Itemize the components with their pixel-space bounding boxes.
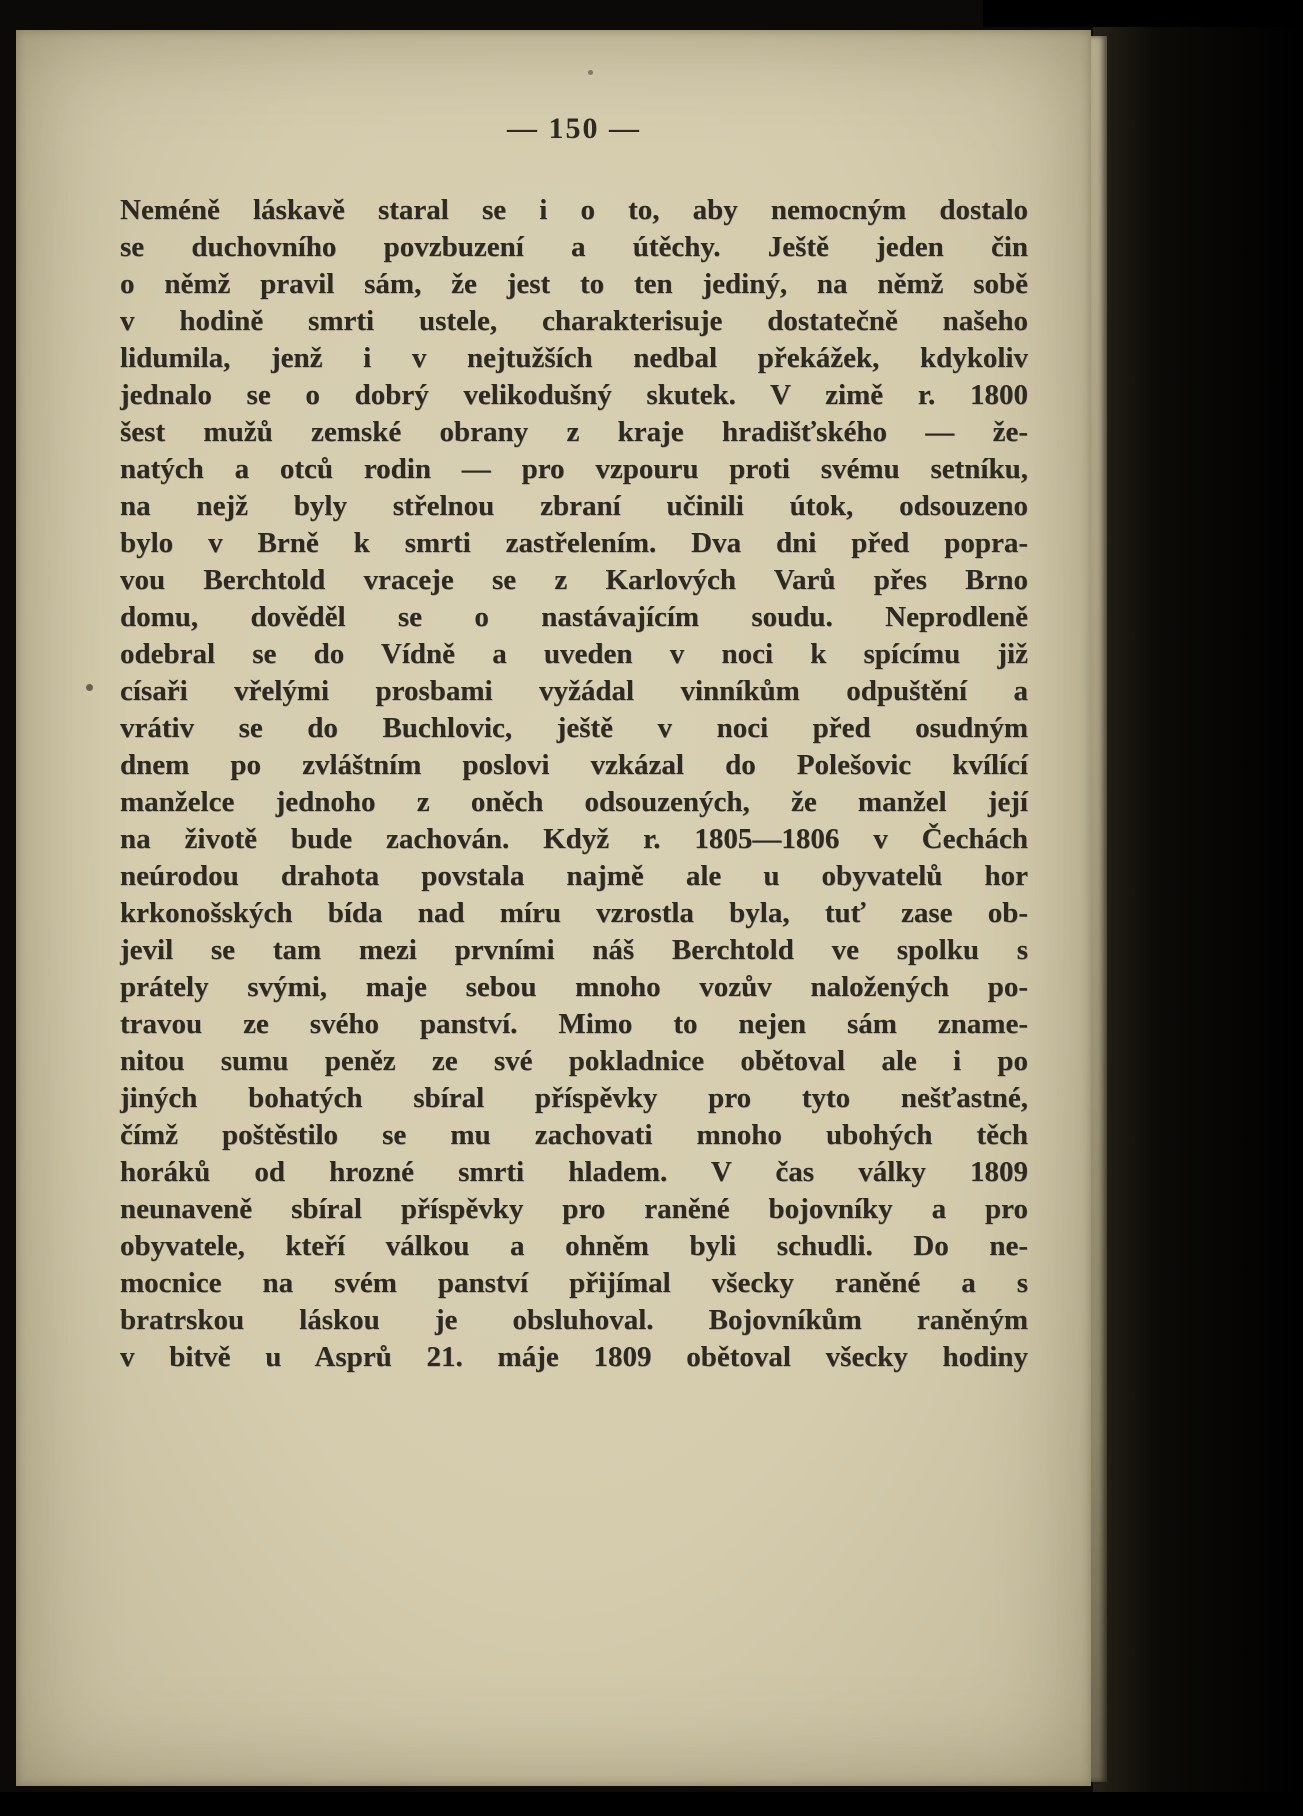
book-page — [16, 30, 1091, 1786]
text-line: prátely svými, maje sebou mnoho vozův naložených po- — [120, 971, 1028, 1003]
text-line: natých a otců rodin — pro vzpouru proti svému setníku, — [120, 453, 1028, 485]
text-line: o němž pravil sám, že jest to ten jediný, na němž sobě — [120, 268, 1028, 300]
page-number: — 150 — — [507, 112, 641, 145]
ink-speck — [588, 70, 593, 75]
ink-speck — [86, 684, 93, 691]
text-line: jednalo se o dobrý velikodušný skutek. V zimě r. 1800 — [120, 379, 1028, 411]
text-line: vou Berchtold vraceje se z Karlových Varů přes Brno — [120, 564, 1028, 596]
text-line: bylo v Brně k smrti zastřelením. Dva dni před popra- — [120, 527, 1028, 559]
text-line: jiných bohatých sbíral příspěvky pro tyto nešťastné, — [120, 1082, 1028, 1114]
text-line: travou ze svého panství. Mimo to nejen sám zname- — [120, 1008, 1028, 1040]
text-line: krkonošských bída nad míru vzrostla byla, tuť zase ob- — [120, 897, 1028, 929]
text-line: Neméně láskavě staral se i o to, aby nemocným dostalo — [120, 194, 1028, 226]
text-line: císaři vřelými prosbami vyžádal vinníkům odpuštění a — [120, 675, 1028, 707]
text-line: neunaveně sbíral příspěvky pro raněné bojovníky a pro — [120, 1193, 1028, 1225]
top-right-dark-corner — [983, 0, 1303, 27]
text-line: jevil se tam mezi prvními náš Berchtold ve spolku s — [120, 934, 1028, 966]
text-line: lidumila, jenž i v nejtužších nedbal překážek, kdykoliv — [120, 342, 1028, 374]
book-gutter-shadow — [1093, 0, 1303, 1816]
text-line: nitou sumu peněz ze své pokladnice obětoval ale i po — [120, 1045, 1028, 1077]
text-line: mocnice na svém panství přijímal všecky raněné a s — [120, 1267, 1028, 1299]
page-text — [120, 192, 1028, 1376]
text-line: dnem po zvláštním poslovi vzkázal do Polešovic kvílící — [120, 749, 1028, 781]
text-line: obyvatele, kteří válkou a ohněm byli schudli. Do ne- — [120, 1230, 1028, 1262]
page-stack-edge — [1090, 36, 1107, 1782]
text-line: se duchovního povzbuzení a útěchy. Ještě jeden čin — [120, 231, 1028, 263]
text-line: na nejž byly střelnou zbraní učinili útok, odsouzeno — [120, 490, 1028, 522]
text-line: bratrskou láskou je obsluhoval. Bojovníkům raněným — [120, 1304, 1028, 1336]
text-line: v hodině smrti ustele, charakterisuje dostatečně našeho — [120, 305, 1028, 337]
text-line: horáků od hrozné smrti hladem. V čas války 1809 — [120, 1156, 1028, 1188]
text-line: neúrodou drahota povstala najmě ale u obyvatelů hor — [120, 860, 1028, 892]
text-line: vrátiv se do Buchlovic, ještě v noci před osudným — [120, 712, 1028, 744]
text-line: šest mužů zemské obrany z kraje hradišťského — že- — [120, 416, 1028, 448]
text-line: manželce jednoho z oněch odsouzených, že manžel její — [120, 786, 1028, 818]
text-line: na životě bude zachován. Když r. 1805—1806 v Čechách — [120, 823, 1028, 855]
bottom-dark-edge — [0, 1792, 1303, 1816]
text-line: čímž poštěstilo se mu zachovati mnoho ubohých těch — [120, 1119, 1028, 1151]
text-line: odebral se do Vídně a uveden v noci k spícímu již — [120, 638, 1028, 670]
text-line: v bitvě u Asprů 21. máje 1809 obětoval všecky hodiny — [120, 1341, 1028, 1373]
text-line: domu, dověděl se o nastávajícím soudu. Neprodleně — [120, 601, 1028, 633]
